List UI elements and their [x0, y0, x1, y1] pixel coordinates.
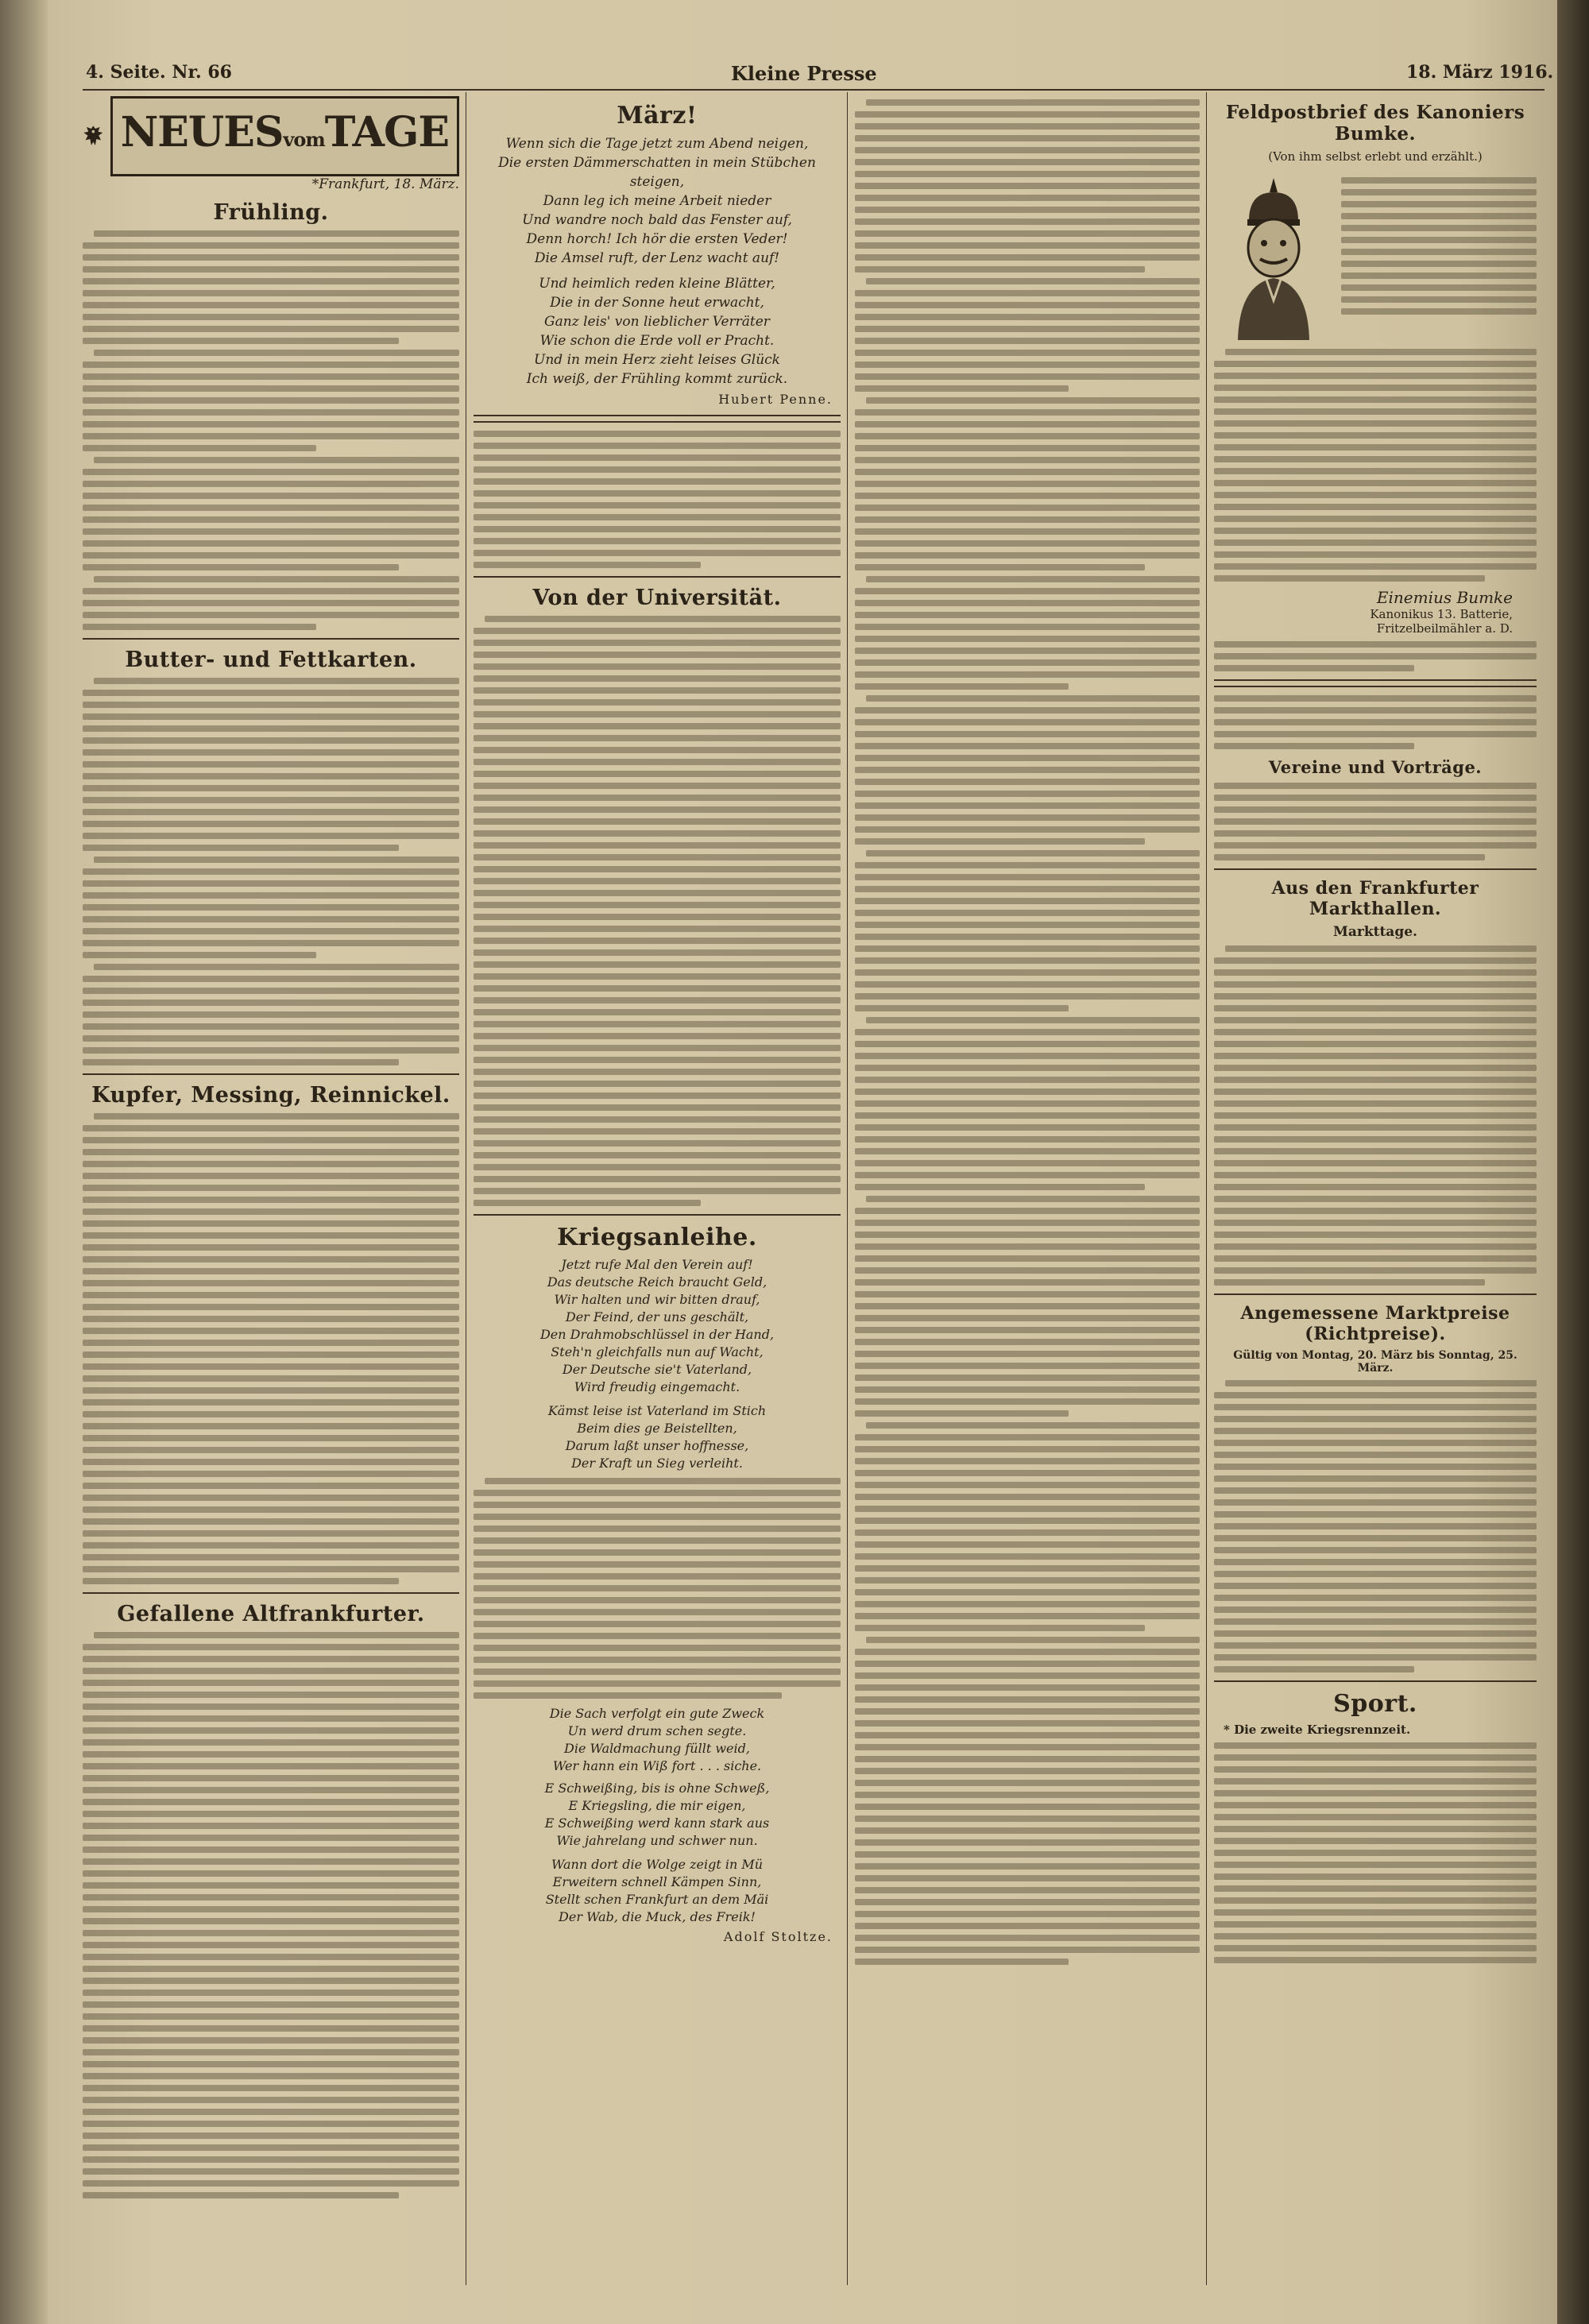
feldpost-signature: Einemius Bumke	[1376, 588, 1513, 607]
vereine-body	[1214, 783, 1537, 860]
signature-title: Kanonikus 13. Batterie,	[1370, 607, 1513, 621]
separator	[474, 576, 841, 578]
notice-body	[1214, 695, 1537, 749]
heading-gefallene: Gefallene Altfrankfurter.	[117, 1602, 425, 1626]
poem-line: Ganz leis' von lieblicher Verräter	[544, 314, 770, 330]
double-separator	[1214, 679, 1537, 687]
separator	[83, 1073, 459, 1075]
poem-line: Wenn sich die Tage jetzt zum Abend neigen,	[505, 136, 809, 152]
marktpreise-subtitle: Gültig von Montag, 20. März bis Sonntag, 25. März.	[1233, 1349, 1517, 1375]
poem-line: Dann leg ich meine Arbeit nieder	[543, 193, 771, 209]
verse-line: Der Kraft un Sieg verleiht.	[571, 1456, 743, 1471]
anleihe-author: Adolf Stoltze.	[723, 1929, 833, 1944]
poem-line: Die ersten Dämmerschatten in mein Stübchen steigen,	[498, 155, 816, 190]
verse-line: Un werd drum schen segte.	[567, 1723, 747, 1738]
verse-line: E Schweißing werd kann stark aus	[544, 1816, 770, 1831]
feldpost-subtitle: (Von ihm selbst erlebt und erzählt.)	[1268, 149, 1483, 164]
verse-line: E Schweißing, bis is ohne Schweß,	[544, 1781, 770, 1796]
verse-line: Wann dort die Wolge zeigt in Mü	[551, 1857, 764, 1872]
markthallen-body	[1214, 945, 1537, 1286]
sport-first-item: * Die zweite Kriegsrennzeit.	[1224, 1723, 1411, 1737]
article-continuation-body	[474, 431, 841, 568]
verse-line: Die Sach verfolgt ein gute Zweck	[549, 1706, 765, 1721]
column-4	[1214, 94, 1537, 2287]
poem-maerz	[474, 134, 841, 389]
verse-line: Beim dies ge Beistellten,	[577, 1421, 737, 1436]
verse-line: Steh'n gleichfalls nun auf Wacht,	[551, 1344, 764, 1359]
masthead	[83, 97, 459, 175]
double-separator	[474, 415, 841, 423]
column-rule	[1206, 92, 1207, 2285]
separator	[1214, 1680, 1537, 1682]
anleihe-verse-1	[474, 1256, 841, 1396]
feldpost-figure-row	[1214, 168, 1537, 343]
verse-line: Der Deutsche sie't Vaterland,	[562, 1362, 752, 1377]
verse-line: Wir halten und wir bitten drauf,	[554, 1292, 760, 1307]
poem-line: Die in der Sonne heut erwacht,	[550, 295, 764, 311]
sport-body	[1214, 1742, 1537, 1963]
feldpost-postscript	[1214, 641, 1537, 671]
dateline: *Frankfurt, 18. März.	[311, 176, 459, 192]
article-butter-body	[83, 678, 459, 1065]
verse-line: E Kriegsling, die mir eigen,	[568, 1798, 746, 1813]
verse-line: Das deutsche Reich braucht Geld,	[547, 1274, 767, 1290]
poem-title: März!	[617, 102, 698, 130]
header-rule	[83, 89, 1545, 91]
marktpreise-body	[1214, 1380, 1537, 1672]
poem-line: Und in mein Herz zieht leises Glück	[534, 352, 780, 368]
masthead-title: NEUESvomTAGE	[110, 96, 459, 176]
poem-author: Hubert Penne.	[718, 392, 833, 407]
header-date: 18. März 1916.	[1406, 62, 1554, 83]
poem-line: Und wandre noch bald das Fenster auf,	[522, 212, 792, 228]
heading-fruehling: Frühling.	[213, 200, 329, 225]
separator	[1214, 1293, 1537, 1295]
verse-line: Darum laßt unser hoffnesse,	[565, 1438, 749, 1453]
paper-name: Kleine Presse	[731, 62, 877, 85]
article-universitaet-body	[474, 616, 841, 1206]
article-kriegsanleihe-body	[474, 1478, 841, 1699]
verse-line: Der Wab, die Muck, des Freik!	[559, 1909, 756, 1924]
separator	[1214, 868, 1537, 870]
signature-title-2: Fritzelbeilmähler a. D.	[1376, 621, 1513, 636]
heading-butter: Butter- und Fettkarten.	[125, 648, 417, 672]
verse-line: Jetzt rufe Mal den Verein auf!	[561, 1257, 753, 1272]
separator	[83, 1592, 459, 1594]
heading-markthallen: Aus den Frankfurter Markthallen.	[1271, 878, 1479, 919]
feldpost-body	[1214, 349, 1537, 582]
poem-line: Wie schon die Erde voll er Pracht.	[539, 333, 775, 349]
separator	[474, 1214, 841, 1216]
verse-line: Kämst leise ist Vaterland im Stich	[547, 1403, 767, 1418]
soldier-portrait-icon	[1214, 173, 1333, 340]
poem-line: Und heimlich reden kleine Blätter,	[539, 276, 775, 292]
verse-line: Wer hann ein Wiß fort . . . siche.	[552, 1758, 762, 1773]
poem-line: Ich weiß, der Frühling kommt zurück.	[526, 371, 788, 387]
heading-feldpost: Feldpostbrief des Kanoniers Bumke.	[1225, 102, 1525, 145]
anleihe-verse-3	[474, 1705, 841, 1850]
feldpost-side-text	[1341, 172, 1537, 337]
heading-sport: Sport.	[1333, 1690, 1417, 1718]
verse-line: Stellt schen Frankfurt an dem Mäi	[545, 1892, 769, 1907]
markttage-label: Markttage.	[1333, 924, 1417, 940]
article-gefallene-body	[83, 1632, 459, 2198]
anleihe-verse-4	[474, 1856, 841, 1926]
book-binding-edge	[0, 0, 48, 2324]
poem-line: Denn horch! Ich hör die ersten Veder!	[526, 231, 788, 247]
anleihe-verse-2	[474, 1402, 841, 1472]
column-3	[855, 94, 1200, 2287]
heading-kriegsanleihe: Kriegsanleihe.	[557, 1224, 757, 1251]
page-label: 4. Seite. Nr. 66	[86, 62, 232, 83]
verse-line: Wird freudig eingemacht.	[574, 1379, 740, 1394]
poem-line: Die Amsel ruft, der Lenz wacht auf!	[534, 250, 780, 266]
heading-vereine: Vereine und Vorträge.	[1268, 757, 1483, 777]
heading-marktpreise: Angemessene Marktpreise (Richtpreise).	[1240, 1303, 1510, 1344]
verse-line: Der Feind, der uns geschält,	[565, 1309, 749, 1324]
verse-line: Den Drahmobschlüssel in der Hand,	[539, 1327, 775, 1342]
page-right-edge	[1557, 0, 1589, 2324]
verse-line: Erweitern schnell Kämpen Sinn,	[552, 1874, 762, 1889]
eagle-emblem-icon	[83, 103, 104, 168]
column-1	[83, 94, 459, 2287]
article-fruehling-body	[83, 230, 459, 630]
heading-kupfer: Kupfer, Messing, Reinnickel.	[91, 1083, 450, 1108]
article-kupfer-body	[83, 1113, 459, 1584]
separator	[83, 638, 459, 640]
verse-line: Die Waldmachung füllt weid,	[564, 1741, 750, 1756]
column-2	[474, 94, 841, 2287]
verse-line: Wie jahrelang und schwer nun.	[556, 1833, 758, 1848]
heading-universitaet: Von der Universität.	[532, 586, 782, 610]
column-rule	[847, 92, 848, 2285]
local-news-body	[855, 99, 1200, 1965]
